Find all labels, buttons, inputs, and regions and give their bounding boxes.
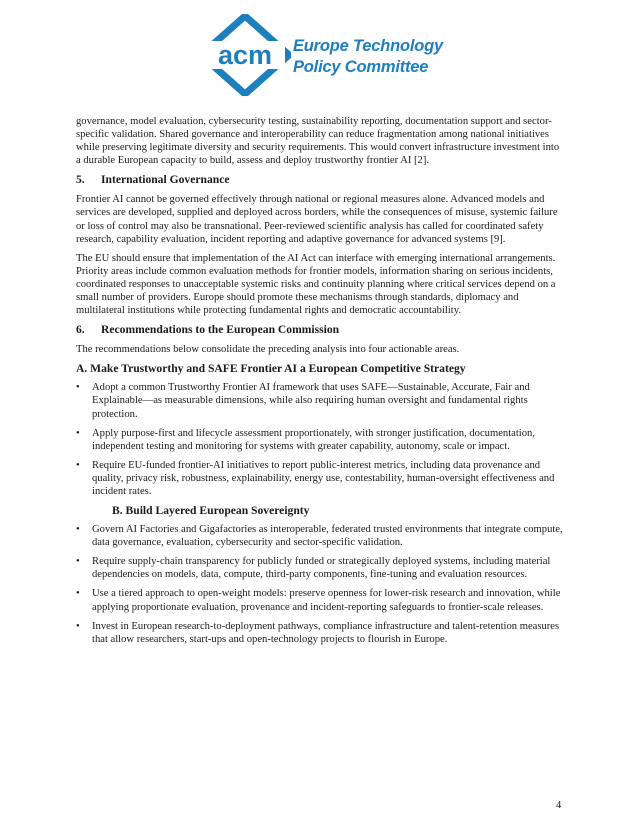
document-body [76, 115, 566, 652]
org-name [293, 36, 443, 78]
list-item: • Govern AI Factories and Gigafactories as interoperable, federated trusted environments that integrate compute, data governance, evaluation, cybersecurity and sector-specific validation. [76, 523, 566, 549]
section-6-title: Recommendations to the European Commission [101, 323, 340, 337]
acm-diamond-logo-icon [199, 14, 291, 96]
acm-logo-header [199, 14, 449, 96]
subsection-a-list [76, 381, 566, 498]
subsection-a-heading: A. Make Trustworthy and SAFE Frontier AI a European Competitive Strategy [76, 362, 466, 376]
list-item: • Use a tiered approach to open-weight models: preserve openness for lower-risk research and innovation, while applying proportionate evaluation, provenance and incident-reporting safeguards to frontier-scale releases. [76, 587, 566, 613]
list-item: • Invest in European research-to-deployment pathways, compliance infrastructure and talent-retention measures that allow researchers, start-ups and open-technology projects to flourish in Europe. [76, 620, 566, 646]
org-name-line1: Europe Technology [293, 37, 443, 55]
list-item: • Require EU-funded frontier-AI initiatives to report public-interest metrics, including data provenance and quality, privacy risk, robustness, explainability, energy use, contestability, human-oversight effectiveness and incident rates. [76, 459, 566, 498]
section-5-number: 5. [76, 173, 85, 187]
list-item: • Apply purpose-first and lifecycle assessment proportionately, with stronger justification, documentation, independent testing and monitoring for systems with greater capability, autonomy, scale or impact. [76, 427, 566, 453]
subsection-b-list [76, 523, 566, 646]
section-5-heading [76, 173, 566, 187]
logo-acm-text: acm [217, 40, 273, 70]
section-5-paragraph-1: Frontier AI cannot be governed effectively through national or regional measures alone. Advanced models and services are developed, supplied and deployed across borders, while the consequences of misuse, systemic failure or loss of control may also be transnational. Peer-reviewed scientific analysis has called for coordinated safety research, capability evaluation, incident reporting and adaptive governance for advanced systems [9]. [76, 194, 558, 245]
page-number: 4 [556, 800, 562, 811]
list-item: • Adopt a common Trustworthy Frontier AI framework that uses SAFE—Sustainable, Accurate, Fair and Explainable—as measurable dimensions, while also requiring human oversight and fundamental rights protection. [76, 381, 566, 420]
section-5-paragraph-2: The EU should ensure that implementation of the AI Act can interface with emerging international arrangements. Priority areas include common evaluation methods for frontier models, information sharing on serious incidents, coordinated responses to unacceptable systemic risks and continuity planning where critical services depend on a small number of providers. Europe should promote these mechanisms through standards, diplomacy and multilateral institutions while protecting fundamental rights and democratic accountability. [76, 252, 556, 317]
section-6-heading [76, 323, 566, 337]
section-6-intro: The recommendations below consolidate the preceding analysis into four actionable areas. [76, 344, 460, 356]
section-5-title: International Governance [101, 173, 230, 187]
subsection-b-heading: B. Build Layered European Sovereignty [112, 504, 310, 518]
list-item: • Require supply-chain transparency for publicly funded or strategically deployed systems, including material dependencies on models, data, compute, third-party components, fine-tuning and evaluation resources. [76, 555, 566, 581]
intro-paragraph: governance, model evaluation, cybersecurity testing, sustainability reporting, documentation support and sector-specific validation. Shared governance and interoperability can reduce fragmentation among national initiatives while preserving legitimate diversity and security requirements. This would convert infrastructure investment into a durable European capacity to build, assess and deploy trustworthy frontier AI [2]. [76, 116, 560, 167]
org-name-line2: Policy Committee [293, 58, 429, 76]
section-6-number: 6. [76, 323, 85, 337]
